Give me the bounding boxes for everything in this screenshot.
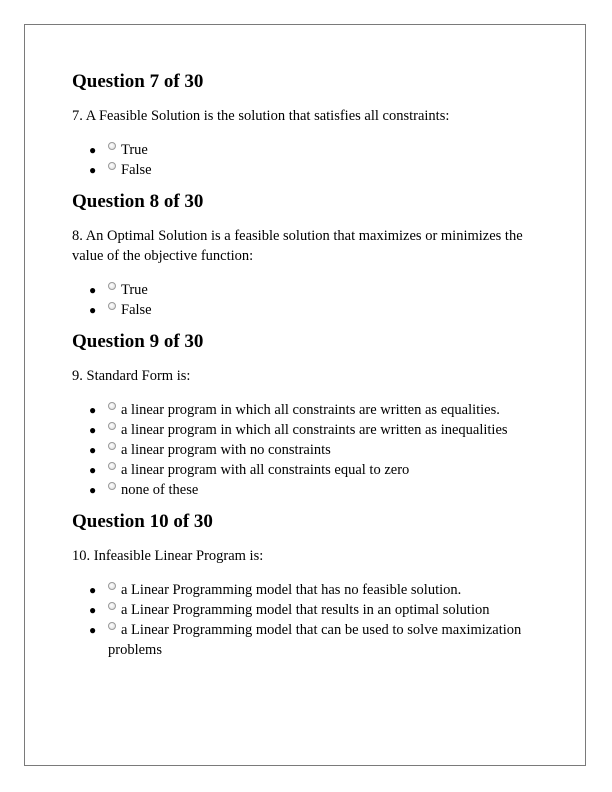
- option-label: True: [121, 142, 148, 158]
- radio-button-icon[interactable]: [108, 282, 116, 290]
- option-label: a Linear Programming model that can be used to solve maximization problems: [108, 622, 522, 658]
- question-text: 9. Standard Form is:: [72, 368, 191, 384]
- option-true[interactable]: [72, 280, 552, 300]
- answer-options: [72, 580, 552, 660]
- question-9: [72, 330, 552, 500]
- question-10: [72, 510, 552, 660]
- option-b[interactable]: [72, 420, 552, 440]
- bullet-icon: ●: [89, 443, 97, 457]
- question-title: Question 9 of 30: [72, 331, 204, 352]
- option-label: False: [121, 162, 152, 178]
- radio-button-icon[interactable]: [108, 442, 116, 450]
- question-7: [72, 70, 552, 180]
- option-e[interactable]: [72, 480, 552, 500]
- question-text: 7. A Feasible Solution is the solution that satisfies all constraints:: [72, 108, 450, 124]
- option-c[interactable]: [72, 620, 552, 660]
- option-b[interactable]: [72, 600, 552, 620]
- radio-button-icon[interactable]: [108, 602, 116, 610]
- bullet-icon: ●: [89, 603, 97, 617]
- bullet-icon: ●: [89, 403, 97, 417]
- option-label: a Linear Programming model that has no feasible solution.: [121, 582, 462, 598]
- radio-button-icon[interactable]: [108, 622, 116, 630]
- bullet-icon: ●: [89, 163, 97, 177]
- radio-button-icon[interactable]: [108, 582, 116, 590]
- option-label: False: [121, 302, 152, 318]
- bullet-icon: ●: [89, 483, 97, 497]
- option-a[interactable]: [72, 580, 552, 600]
- bullet-icon: ●: [89, 143, 97, 157]
- bullet-icon: ●: [89, 423, 97, 437]
- option-label: a linear program in which all constraints are written as inequalities: [121, 422, 508, 438]
- question-title: Question 8 of 30: [72, 191, 204, 212]
- option-label: none of these: [121, 482, 199, 498]
- question-title: Question 7 of 30: [72, 71, 204, 92]
- option-label: a linear program with no constraints: [121, 442, 331, 458]
- answer-options: [72, 280, 552, 320]
- answer-options: [72, 140, 552, 180]
- question-text: 8. An Optimal Solution is a feasible solution that maximizes or minimizes the value of the objective function:: [72, 228, 523, 264]
- option-c[interactable]: [72, 440, 552, 460]
- bullet-icon: ●: [89, 283, 97, 297]
- option-d[interactable]: [72, 460, 552, 480]
- bullet-icon: ●: [89, 463, 97, 477]
- radio-button-icon[interactable]: [108, 422, 116, 430]
- option-label: a linear program in which all constraints are written as equalities.: [121, 402, 500, 418]
- quiz-content: [72, 70, 552, 670]
- option-false[interactable]: [72, 160, 552, 180]
- bullet-icon: ●: [89, 303, 97, 317]
- option-true[interactable]: [72, 140, 552, 160]
- question-8: [72, 190, 552, 320]
- radio-button-icon[interactable]: [108, 302, 116, 310]
- radio-button-icon[interactable]: [108, 162, 116, 170]
- radio-button-icon[interactable]: [108, 462, 116, 470]
- option-label: a Linear Programming model that results in an optimal solution: [121, 602, 490, 618]
- radio-button-icon[interactable]: [108, 402, 116, 410]
- radio-button-icon[interactable]: [108, 482, 116, 490]
- question-text: 10. Infeasible Linear Program is:: [72, 548, 264, 564]
- option-false[interactable]: [72, 300, 552, 320]
- question-title: Question 10 of 30: [72, 511, 213, 532]
- radio-button-icon[interactable]: [108, 142, 116, 150]
- option-label: a linear program with all constraints equal to zero: [121, 462, 410, 478]
- bullet-icon: ●: [89, 623, 97, 637]
- option-label: True: [121, 282, 148, 298]
- bullet-icon: ●: [89, 583, 97, 597]
- option-a[interactable]: [72, 400, 552, 420]
- answer-options: [72, 400, 552, 500]
